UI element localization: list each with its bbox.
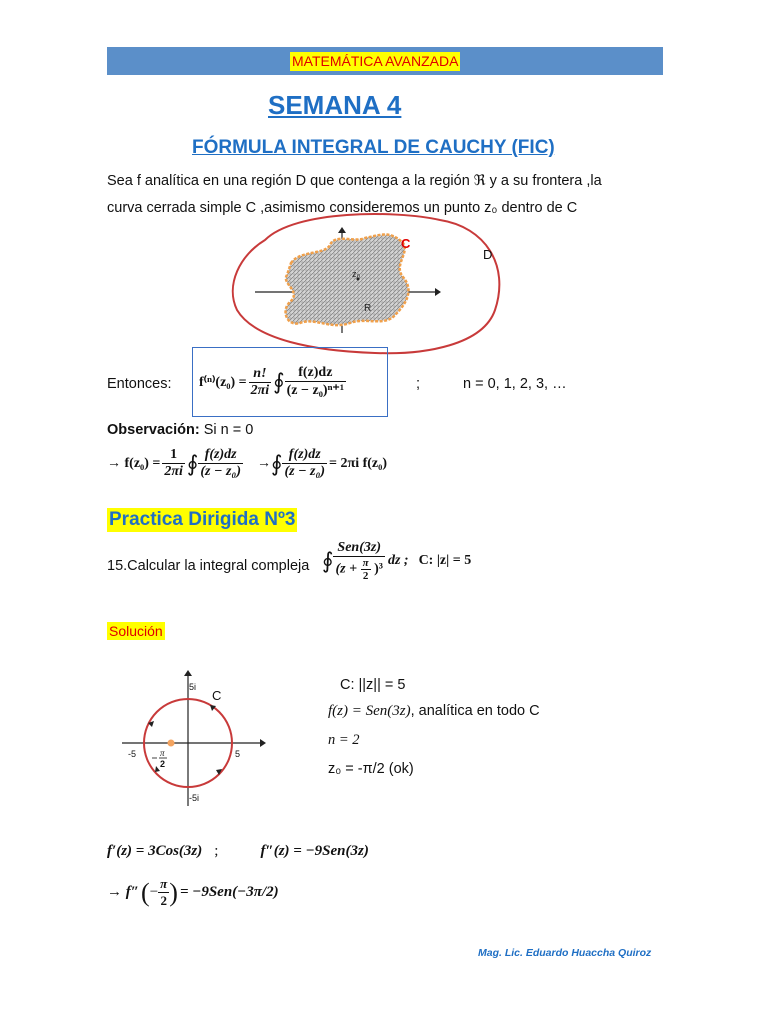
x-axis-arrow [260,739,266,747]
point-z0-label: z₀ [352,269,361,279]
y-axis-arrow [184,670,192,676]
x-axis-arrow [435,288,441,296]
week-title: SEMANA 4 [268,90,402,120]
formula-lead: Entonces: [107,376,172,392]
contour-integral-symbol: ∮ [322,548,334,573]
curve-label-c: C [401,236,411,251]
observation [107,421,253,439]
observation-equations [107,447,387,480]
tick-5: 5 [235,749,241,759]
z0-value: z₀ = -π/2 (ok) [328,761,414,777]
author-signature: Mag. Lic. Eduardo Huaccha Quiroz [478,947,652,959]
problem-integrand: Sen(3z) (z + $\frac{\pi}{2}$ )³ [335,540,383,582]
observation-text: Si n = 0 [203,422,254,438]
eq1-coefficient: $\frac{1}{2\pi i}$ [164,447,183,479]
solution-contour: C: ||z|| = 5 [340,677,406,693]
eq2-integrand: $\frac{f(z)dz}{\text{(z − z₀)}}$ [284,447,326,479]
solution-label: Solución [109,623,163,639]
problem-contour: C: |z| = 5 [418,553,472,568]
problem-integral [322,540,471,582]
contour-integral-symbol: ∮ [273,369,285,394]
tick-pi-denominator: 2 [160,759,166,769]
eq1-lhs: → f(z₀) = [107,455,161,471]
contour-integral-symbol: ∮ [270,450,283,476]
topic-title: FÓRMULA INTEGRAL DE CAUCHY (FIC) [192,137,555,158]
derivative-separator: ; [214,843,219,859]
cauchy-formula-box [192,347,388,417]
first-derivative: f′(z) = 3Cos(3z) [107,843,203,859]
tick-5i: 5i [189,682,197,692]
problem-dz: dz ; [387,553,409,568]
eq2-arrow: → [256,455,271,471]
course-title: MATEMÁTICA AVANZADA [292,53,459,69]
tick-pi-numerator: π [160,748,165,758]
circle-label-c: C [212,688,222,703]
point-z0 [168,740,175,747]
eval-lhs: → f″ [107,884,140,900]
problem-text: 15.Calcular la integral compleja [107,558,310,574]
region-diagram [225,205,515,360]
solution-f-line [328,702,540,720]
eq1-integrand: $\frac{f(z)dz}{\text{(z − z₀)}}$ [200,447,241,479]
intro-line-2: curva cerrada simple C ,asimismo consideremos un punto z₀ dentro de C [107,200,578,216]
formula-separator: ; [416,376,421,392]
circle-contour-diagram [112,668,272,810]
formula-coefficient: $\frac{n!}{2\pi i}$ [250,365,270,398]
derivatives-line [107,843,369,860]
tick-minus-5: -5 [128,749,137,759]
second-derivative: f″(z) = −9Sen(3z) [260,843,369,859]
formula-integrand: $\frac{f(z)dz}{\text{(z − z₀)ⁿ⁺¹}}$ [286,365,345,398]
y-axis-arrow [338,227,346,233]
n-range: n = 0, 1, 2, 3, … [463,376,567,392]
practice-title: Practica Dirigida Nº3 [109,509,296,530]
contour-integral-symbol: ∮ [186,450,199,476]
domain-label-d: D [483,247,493,262]
curve-c-region [286,235,409,326]
observation-label: Observación: [107,422,200,438]
eval-fraction: $\frac{\pi}{2}$ [160,876,168,908]
eval-rhs: = −9Sen(−3π/2) [179,884,279,900]
eq2-rhs: = 2πi f(z₀) [329,455,387,471]
n-value: n = 2 [328,732,360,748]
region-label: R [364,303,372,314]
f-definition: f(z) = Sen(3z) [328,703,411,719]
tick-minus-5i: -5i [189,793,200,803]
intro-line-1: Sea f analítica en una región D que contenga a la región ℜ y a su frontera ,la [107,173,602,189]
analytic-note: , analítica en todo C [410,703,540,719]
formula-lhs: f⁽ⁿ⁾(z₀) = [199,374,247,390]
derivative-evaluation: → f″ ( − $\frac{\pi}{2}$ ) = −9Sen(−3π/2) [107,876,279,908]
